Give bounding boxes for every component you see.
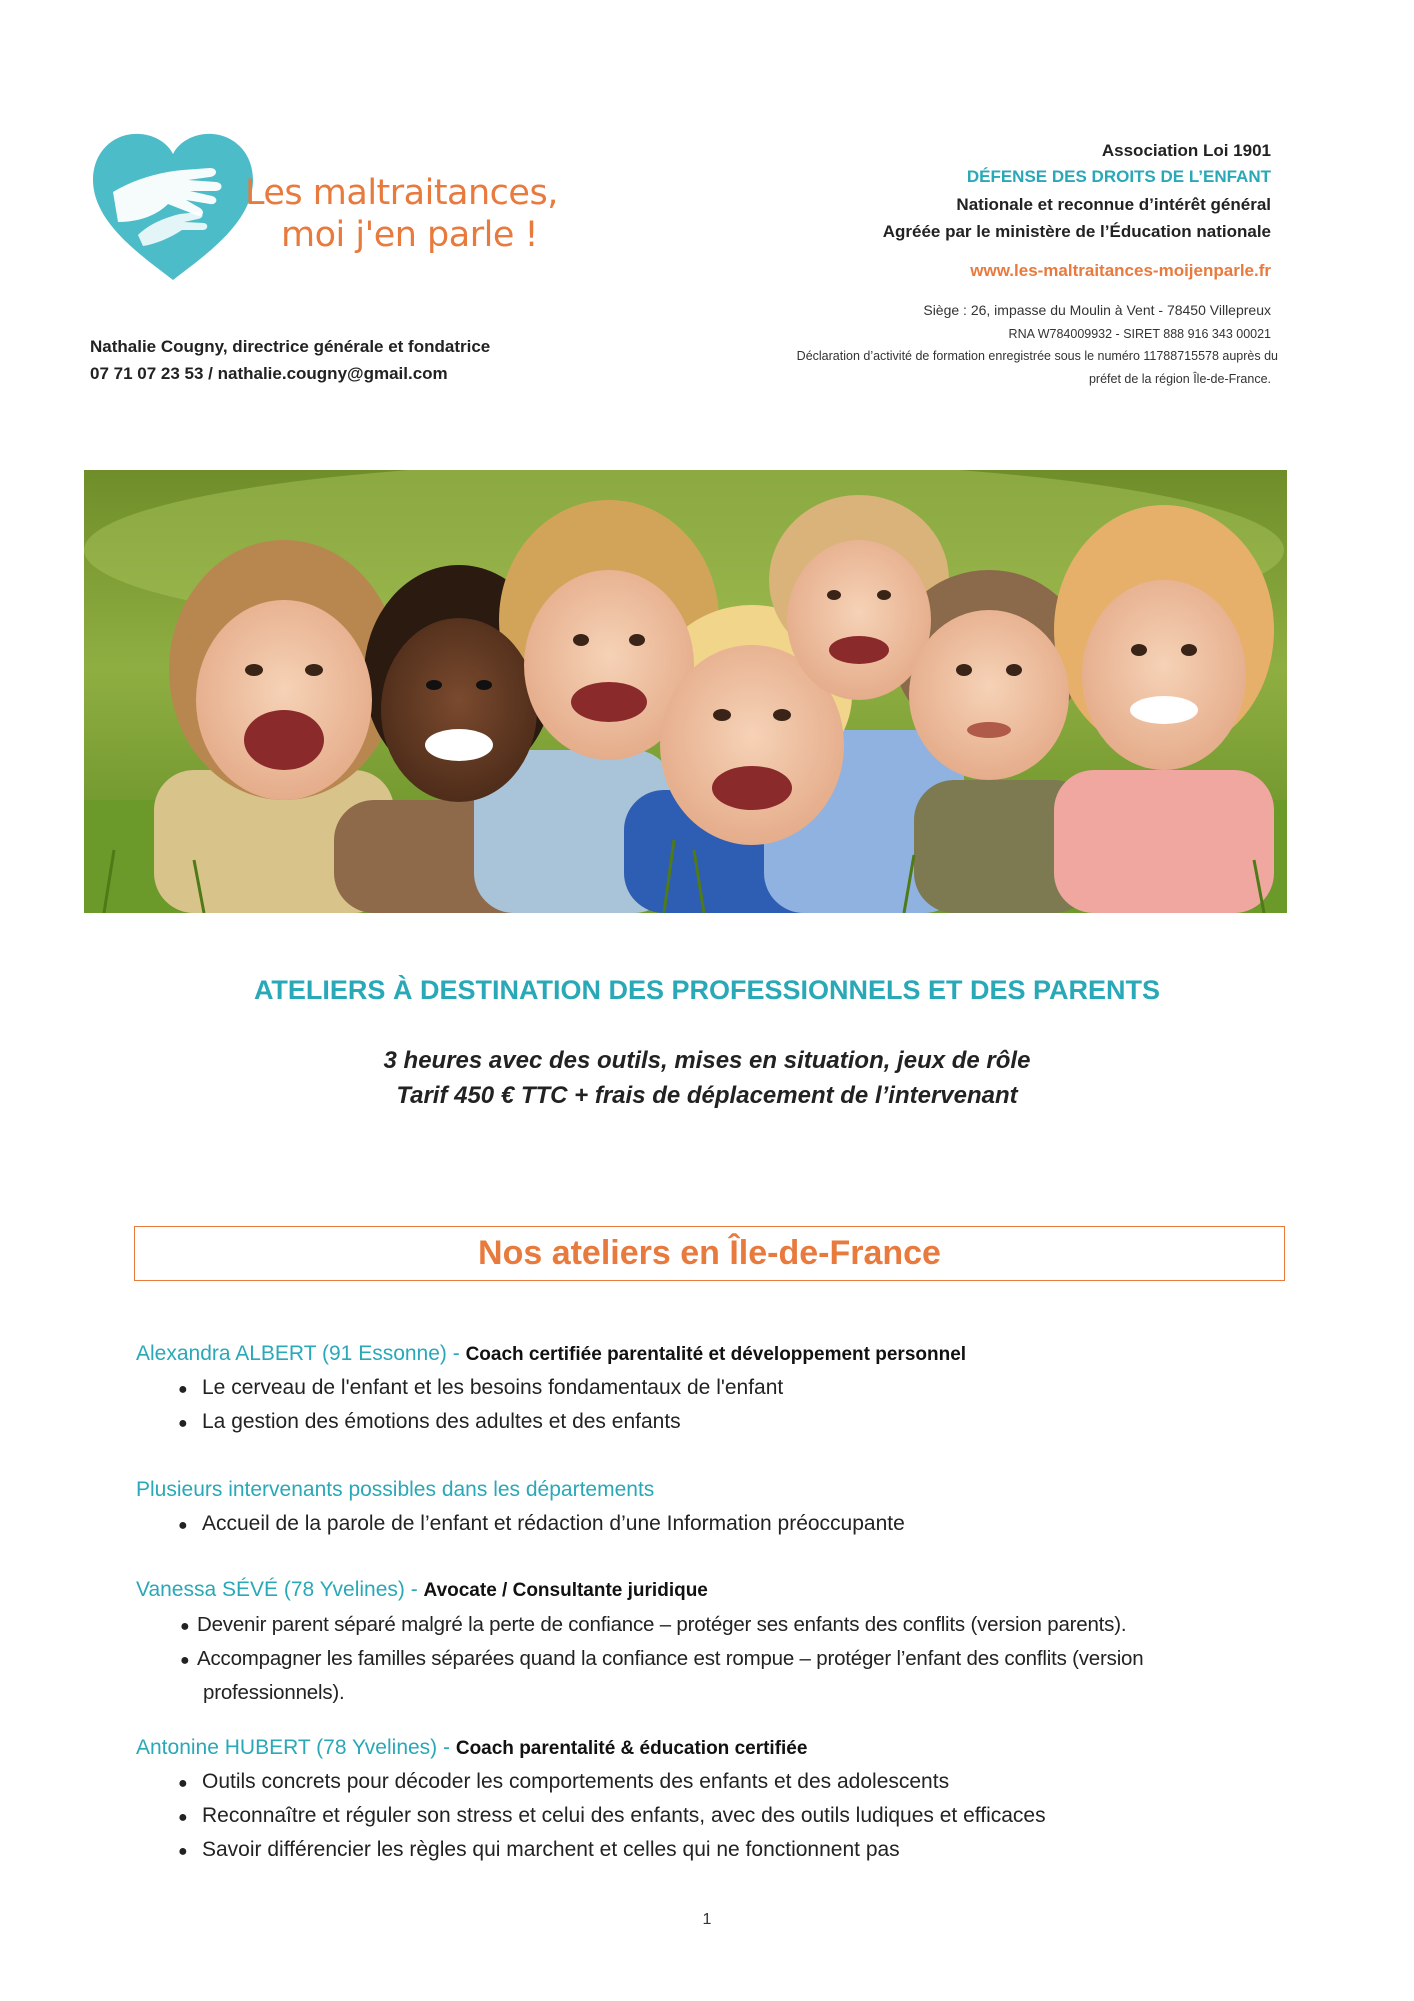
bullet-icon: ● bbox=[178, 1381, 188, 1398]
list-item: ● Savoir différencier les règles qui marchent et celles qui ne fonctionnent pas bbox=[178, 1838, 900, 1861]
list-item-continuation: professionnels). bbox=[203, 1681, 345, 1704]
defense-heading: DÉFENSE DES DROITS DE L’ENFANT bbox=[966, 167, 1271, 186]
children-photo bbox=[84, 470, 1287, 913]
list-item: ● Outils concrets pour décoder les comportements des enfants et des adolescents bbox=[178, 1770, 950, 1793]
subtitle-duration: 3 heures avec des outils, mises en situation, jeux de rôle bbox=[383, 1047, 1031, 1074]
list-item: ● La gestion des émotions des adultes et des enfants bbox=[178, 1410, 681, 1433]
declaration-line2: préfet de la région Île-de-France. bbox=[1088, 372, 1271, 386]
heart-hands-icon bbox=[88, 130, 258, 290]
bullet-icon: ● bbox=[178, 1809, 188, 1826]
bullet-icon: ● bbox=[180, 1652, 190, 1669]
list-item: ● Accueil de la parole de l’enfant et rédaction d’une Information préoccupante bbox=[178, 1512, 905, 1535]
speaker-role: Coach parentalité & éducation certifiée bbox=[455, 1738, 808, 1759]
bullet-icon: ● bbox=[178, 1775, 188, 1792]
section-title: Nos ateliers en Île-de-France bbox=[478, 1234, 941, 1272]
logo-text-line2: moi j'en parle ! bbox=[281, 215, 539, 255]
speaker-role: Avocate / Consultante juridique bbox=[423, 1580, 708, 1601]
siege-address: Siège : 26, impasse du Moulin à Vent - 78450 Villepreux bbox=[923, 302, 1271, 318]
speaker-name: Antonine HUBERT (78 Yvelines) - bbox=[136, 1736, 456, 1759]
workshop-speaker-hubert bbox=[136, 1736, 807, 1760]
national-recognition: Nationale et reconnue d’intérêt général bbox=[956, 195, 1271, 214]
children-group-image bbox=[84, 470, 1287, 913]
director-contact[interactable]: 07 71 07 23 53 / nathalie.cougny@gmail.com bbox=[90, 364, 448, 383]
speaker-name: Plusieurs intervenants possibles dans les départements bbox=[136, 1478, 655, 1501]
page-number: 1 bbox=[702, 1911, 712, 1928]
workshop-speaker-multiple bbox=[136, 1478, 654, 1502]
association-logo bbox=[88, 130, 558, 290]
bullet-icon: ● bbox=[178, 1517, 188, 1534]
list-item: ● Le cerveau de l'enfant et les besoins fondamentaux de l'enfant bbox=[178, 1376, 784, 1399]
bullet-icon: ● bbox=[180, 1618, 190, 1635]
association-type: Association Loi 1901 bbox=[1101, 141, 1271, 160]
bullet-icon: ● bbox=[178, 1843, 188, 1860]
speaker-role: Coach certifiée parentalité et développement personnel bbox=[465, 1344, 967, 1365]
page-title: ATELIERS À DESTINATION DES PROFESSIONNELS ET DES PARENTS bbox=[253, 975, 1161, 1005]
bullet-icon: ● bbox=[178, 1415, 188, 1432]
logo-text-line1: Les maltraitances, bbox=[245, 173, 558, 213]
list-item: ● Reconnaître et réguler son stress et celui des enfants, avec des outils ludiques et efficaces bbox=[178, 1804, 1046, 1827]
list-item: ● Devenir parent séparé malgré la perte de confiance – protéger ses enfants des conflits (version parents). bbox=[180, 1613, 1127, 1636]
workshop-speaker-seve bbox=[136, 1578, 708, 1602]
website-link[interactable]: www.les-maltraitances-moijenparle.fr bbox=[970, 261, 1271, 280]
list-item: ● Accompagner les familles séparées quand la confiance est rompue – protéger l’enfant des conflits (version bbox=[180, 1647, 1144, 1670]
declaration-line1: Déclaration d’activité de formation enregistrée sous le numéro 11788715578 auprès du bbox=[796, 349, 1278, 363]
speaker-name: Vanessa SÉVÉ (78 Yvelines) - bbox=[136, 1578, 424, 1601]
approval-statement: Agréée par le ministère de l’Éducation nationale bbox=[882, 222, 1271, 241]
workshop-speaker-albert bbox=[136, 1342, 966, 1366]
director-name: Nathalie Cougny, directrice générale et fondatrice bbox=[90, 337, 491, 356]
subtitle-price: Tarif 450 € TTC + frais de déplacement de l’intervenant bbox=[396, 1082, 1018, 1109]
speaker-name: Alexandra ALBERT (91 Essonne) - bbox=[136, 1342, 466, 1365]
rna-siret: RNA W784009932 - SIRET 888 916 343 00021 bbox=[1008, 327, 1271, 341]
